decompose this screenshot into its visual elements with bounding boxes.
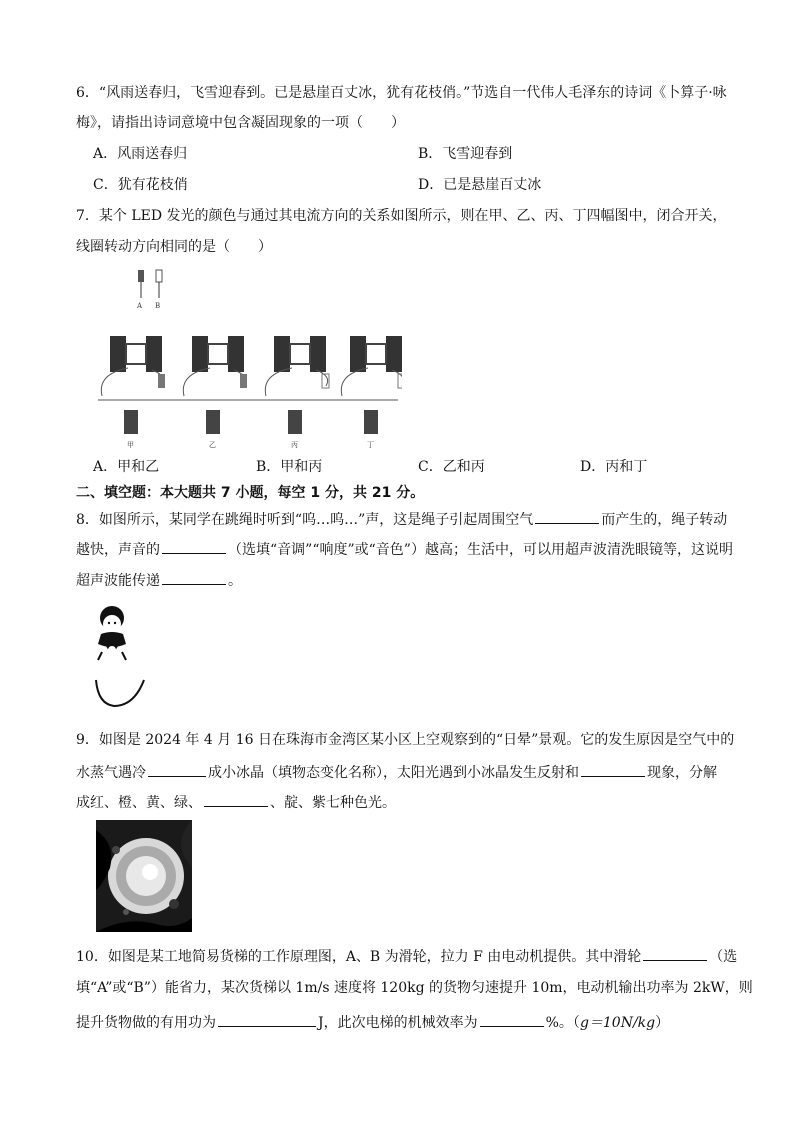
panel-label-yi: 乙: [209, 441, 216, 449]
q10-text-1b: （选: [709, 949, 738, 965]
panel-label-bing: 丙: [291, 441, 298, 449]
q7-figure-svg: [92, 262, 402, 452]
panel-label-jia: 甲: [127, 441, 134, 449]
q6-option-c[interactable]: C．犹有花枝俏: [93, 177, 188, 193]
q7-option-a[interactable]: A．甲和乙: [93, 459, 160, 475]
q9-line3: [76, 792, 396, 813]
jump-rope-girl-icon: [88, 600, 158, 716]
halo-photo-image: [96, 820, 192, 932]
q10-line2: 填“A”或“B”）能省力，某次货梯以 1m/s 速度将 120kg 的货物匀速提升 10m，电动机输出功率为 2kW，则: [76, 980, 753, 996]
q9-blank-2[interactable]: [581, 762, 645, 777]
q9-text-2a: 水蒸气遇冷: [76, 765, 146, 781]
q9-text-3b: 、靛、紫七种色光。: [270, 795, 396, 811]
q8-text-1b: 而产生的，绳子转动: [601, 512, 728, 528]
q6-option-d[interactable]: D．已是悬崖百丈冰: [418, 177, 542, 193]
panel-bing: [262, 336, 352, 449]
q6-option-b[interactable]: B．飞雪迎春到: [418, 146, 513, 162]
q9-text-3a: 成红、橙、黄、绿、: [76, 795, 202, 811]
q8-line3: [76, 570, 242, 591]
panel-jia: [98, 336, 188, 449]
q10-line3: [76, 1012, 669, 1033]
q10-blank-1[interactable]: [643, 946, 707, 961]
q6-option-a[interactable]: A．风雨送春归: [93, 146, 188, 162]
q8-text-1a: 8．如图所示，某同学在跳绳时听到“呜…呜…”声，这是绳子引起周围空气: [76, 512, 534, 528]
panel-label-ding: 丁: [367, 441, 374, 449]
led-legend: [136, 270, 162, 310]
q8-line2: [76, 539, 733, 560]
q10-text-3c: %。（: [545, 1015, 580, 1031]
led-label-b: B: [155, 302, 161, 310]
q10-text-3a: 提升货物做的有用功为: [76, 1015, 216, 1031]
q8-text-3a: 超声波能传递: [76, 573, 160, 589]
q10-text-3e: ）: [655, 1015, 670, 1031]
q9-blank-3[interactable]: [204, 792, 268, 807]
q8-jump-rope-figure: [88, 600, 158, 716]
q10-text-3b: J，此次电梯的机械效率为: [318, 1015, 478, 1031]
q7-option-c[interactable]: C．乙和丙: [418, 459, 485, 475]
q7-stem-line2: 线圈转动方向相同的是（ ）: [76, 239, 272, 255]
section-heading-fill-in: 二、填空题：本大题共 7 小题，每空 1 分，共 21 分。: [76, 485, 425, 501]
q10-blank-3[interactable]: [480, 1012, 544, 1027]
q8-blank-2[interactable]: [162, 539, 226, 554]
q6-stem-line2: 梅》，请指出诗词意境中包含凝固现象的一项（ ）: [76, 115, 405, 131]
q9-line2: [76, 762, 717, 783]
q10-line1: [76, 946, 737, 967]
q10-g-formula: g＝10N/kg: [579, 1015, 656, 1031]
q8-blank-3[interactable]: [162, 570, 226, 585]
q7-motor-circuit-figure: [92, 262, 402, 452]
q7-option-b[interactable]: B．甲和丙: [256, 459, 323, 475]
q9-text-2c: 现象，分解: [647, 765, 717, 781]
q8-line1: [76, 509, 727, 530]
q8-text-2a: 越快，声音的: [76, 542, 160, 558]
panel-ding: [338, 336, 402, 449]
q9-text-2b: 成小冰晶（填物态变化名称），太阳光遇到小冰晶发生反射和: [208, 765, 579, 781]
q6-stem-line1: 6．“风雨送春归，飞雪迎春到。已是悬崖百丈冰，犹有花枝俏。”节选自一代伟人毛泽东的诗词《卜算子·咏: [76, 85, 727, 101]
q8-text-3b: 。: [228, 573, 242, 589]
q7-stem-line1: 7．某个 LED 发光的颜色与通过其电流方向的关系如图所示，则在甲、乙、丙、丁四幅图中，闭合开关，: [76, 208, 727, 224]
q9-line1: 9．如图是 2024 年 4 月 16 日在珠海市金湾区某小区上空观察到的“日晕”景观。它的发生原因是空气中的: [76, 732, 735, 748]
q9-blank-1[interactable]: [148, 762, 206, 777]
q8-blank-1[interactable]: [535, 509, 599, 524]
panel-yi: [180, 336, 270, 449]
q7-option-d[interactable]: D．丙和丁: [580, 459, 648, 475]
q9-halo-photo: [96, 820, 192, 932]
q8-text-2b: （选填“音调”“响度”或“音色”）越高；生活中，可以用超声波清洗眼镜等，这说明: [228, 542, 733, 558]
q10-blank-2[interactable]: [218, 1012, 316, 1027]
q10-text-1a: 10．如图是某工地简易货梯的工作原理图，A、B 为滑轮，拉力 F 由电动机提供。其中滑轮: [76, 949, 642, 965]
led-label-a: A: [137, 302, 143, 310]
